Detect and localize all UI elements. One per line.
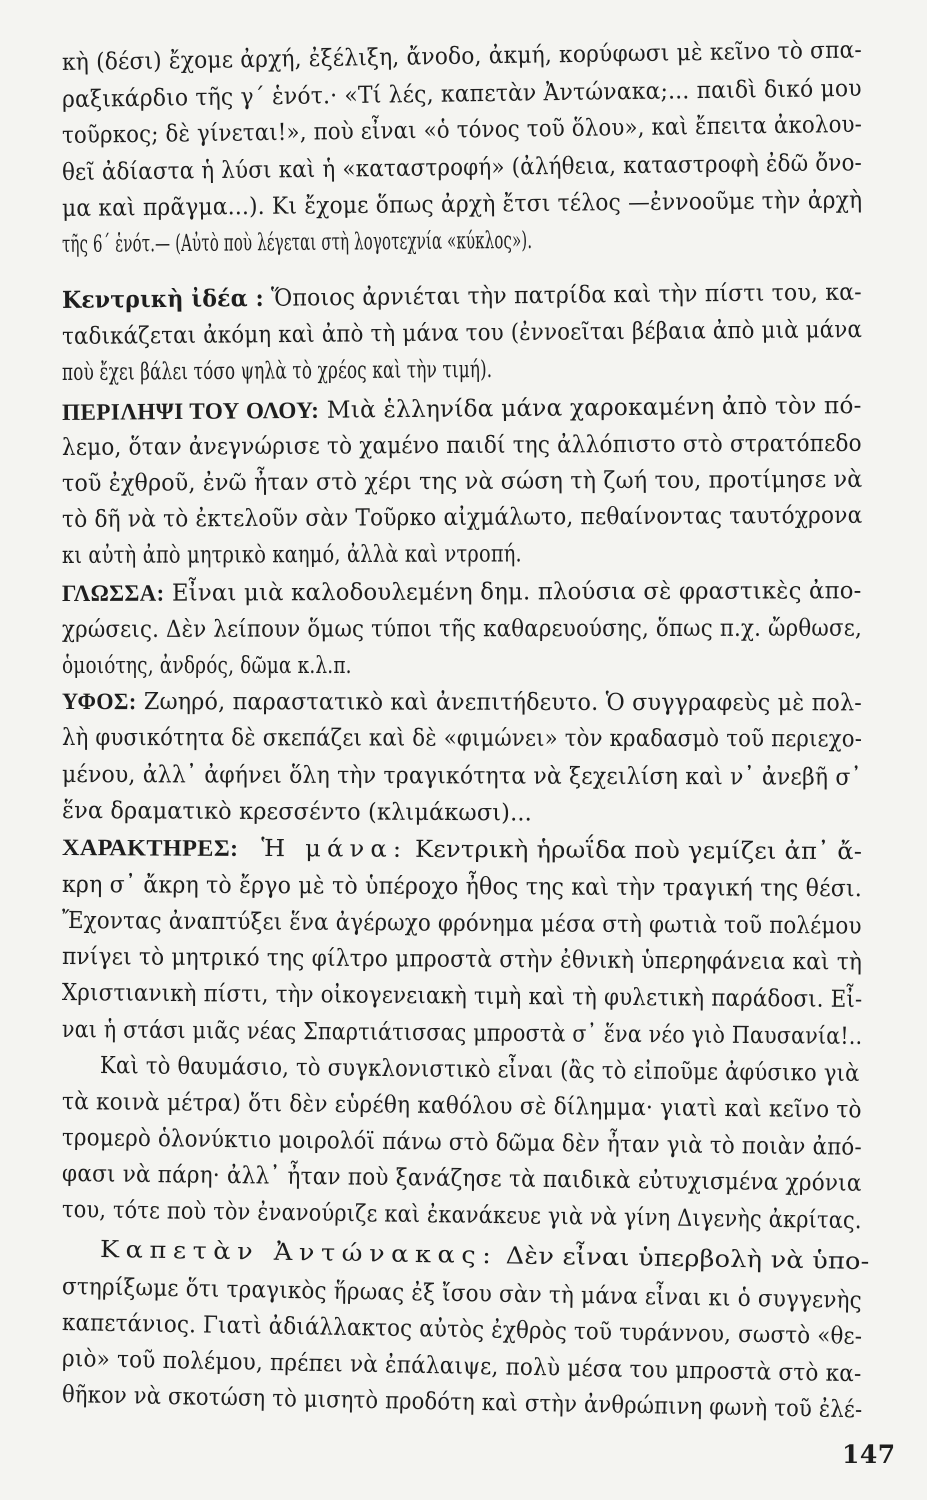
text-line	[62, 869, 862, 903]
line-text: φασι νὰ πάρη· ἀλλ᾽ ἦταν ποὺ ξανάζησε τὰ παιδικὰ εὐτυχισμένα χρόνια	[61, 1159, 862, 1197]
line-text: Δὲν εἶναι ὑπερβολὴ νὰ ὑπο-	[497, 1241, 870, 1276]
text-line	[62, 464, 863, 498]
line-text: Ζωηρό, παραστατικὸ καὶ ἀνεπιτήδευτο. Ὁ συγγραφεὺς μὲ πολ-	[136, 687, 863, 717]
section-heading: Κεντρικὴ ἰδέα :	[61, 283, 264, 314]
line-text: ραξικάρδιο τῆς γ΄ ἑνότ.· «Τί λές, καπετὰν Ἀντώνακα;... παιδὶ δικό μου	[61, 73, 862, 113]
text-line	[100, 1234, 870, 1276]
line-text: ἕνα δραματικὸ κρεσσέντο (κλιμάκωσι)...	[61, 796, 533, 827]
text-line	[62, 147, 862, 187]
line-text: Χριστιανικὴ πίστι, τὴν οἰκογενειακὴ τιμὴ καὶ τὴ φυλετικὴ παράδοσι. Εἶ-	[61, 978, 863, 1013]
text-line	[62, 575, 862, 609]
text-line	[62, 428, 862, 462]
text-line	[62, 538, 522, 570]
text-line	[62, 1086, 862, 1124]
line-text: Κεντρικὴ ἡρωΐδα ποὺ γεμίζει ἀπ᾽ ἄ-	[407, 834, 863, 866]
line-text: θεῖ ἀδίαστα ἡ λύσι καὶ ἡ «καταστροφή» (ἀλήθεια, καταστροφὴ ἐδῶ ὄνο-	[61, 148, 863, 186]
text-line	[62, 1194, 862, 1235]
text-line	[62, 832, 862, 867]
line-text: τρομερὸ ὁλονύκτιο μοιρολόϊ πάνω στὸ δῶμα δὲν ἦταν γιὰ τὸ ποιὰν ἀπό-	[61, 1123, 863, 1161]
line-text: Καὶ τὸ θαυμάσιο, τὸ συγκλονιστικὸ εἶναι (ἂς τὸ εἰποῦμε ἀφύσικο γιὰ	[99, 1051, 860, 1087]
section-heading: ΥΦΟΣ:	[61, 689, 137, 716]
text-line	[62, 613, 862, 644]
section-heading: ΓΛΩΣΣΑ:	[61, 580, 165, 607]
line-text: μα καὶ πρᾶγμα...). Κι ἔχομε ὅπως ἀρχὴ ἔτσι τέλος —ἐννοοῦμε τὴν ἀρχὴ	[61, 185, 863, 222]
line-text: ταδικάζεται ἀκόμη καὶ ἀπὸ τὴ μάνα του (ἐννοεῖται βέβαια ἀπὸ μιὰ μάνα	[61, 315, 863, 350]
text-line	[100, 1050, 860, 1088]
text-line	[62, 390, 862, 428]
text-line	[62, 686, 862, 718]
text-line	[62, 314, 862, 351]
line-text: λὴ φυσικότητα δὲ σκεπάζει καὶ δὲ «φιμώνει» τὸν κραδασμὸ τοῦ περιεχο-	[61, 723, 863, 753]
line-text: τοῦ ἐχθροῦ, ἐνῶ ἦταν στὸ χέρι της νὰ σώση τὴ ζωή του, προτίμησε νὰ	[61, 464, 863, 497]
line-text: λεμο, ὅταν ἀνεγνώρισε τὸ χαμένο παιδί της ἀλλόπιστο στὸ στρατόπεδο	[61, 428, 862, 461]
line-text: Μιὰ ἑλληνίδα μάνα χαροκαμένη ἀπὸ τὸν πό-	[319, 391, 862, 424]
section-heading: ΠΕΡΙΛΗΨΙ ΤΟΥ ΟΛΟΥ:	[61, 397, 320, 426]
text-line	[62, 225, 532, 259]
text-line	[62, 277, 862, 315]
character-name: Ἡ μάνα:	[261, 834, 408, 863]
text-line	[62, 650, 352, 680]
line-text: ριὸ» τοῦ πολέμου, πρέπει νὰ ἐπάλαιψε, πολὺ μέσα του μπροστὰ στὸ κα-	[61, 1344, 862, 1388]
line-text: πνίγει τὸ μητρικό της φίλτρο μπροστὰ στὴν ἐθνικὴ ὑπερηφάνεια καὶ τὴ	[61, 942, 863, 976]
line-text: κι αὐτὴ ἀπὸ μητρικὸ καημό, ἀλλὰ καὶ ντροπή.	[61, 539, 522, 569]
line-text: Ἔχοντας ἀναπτύξει ἕνα ἀγέρωχο φρόνημα μέσα στὴ φωτιὰ τοῦ πολέμου	[61, 906, 862, 940]
text-line	[62, 905, 862, 941]
line-text: τοῦρκος; δὲ γίνεται!», ποὺ εἶναι «ὁ τόνος τοῦ ὅλου», καὶ ἔπειτα ἀκολου-	[61, 109, 863, 149]
text-line	[62, 34, 862, 77]
line-text: ποὺ ἔχει βάλει τόσο ψηλὰ τὸ χρέος καὶ τὴν τιμή).	[61, 354, 493, 386]
line-text: τῆς 6΄ ἑνότ.— (Αὐτὸ ποὺ λέγεται στὴ λογοτεχνία «κύκλος»).	[61, 225, 533, 258]
text-line	[62, 941, 862, 977]
text-line	[62, 759, 862, 792]
line-text: καπετάνιος. Γιατὶ ἀδιάλλακτος αὐτὸς ἐχθρὸς τοῦ τυράννου, σωστὸ «θε-	[61, 1308, 863, 1350]
character-name: Καπετὰν Ἀντώνακας:	[99, 1235, 498, 1270]
line-text: μένου, ἀλλ᾽ ἀφήνει ὅλη τὴν τραγικότητα νὰ ξεχειλίση καὶ ν᾽ ἀνεβῆ σ᾽	[61, 760, 862, 791]
line-text: τὰ κοινὰ μέτρα) ὅτι δὲν εὑρέθη καθόλου σὲ δίλημμα· γιατὶ καὶ κεῖνο τὸ	[61, 1087, 862, 1124]
line-text: Ὅποιος ἀρνιέται τὴν πατρίδα καὶ τὴν πίστι του, κα-	[263, 277, 862, 312]
line-text: ναι ἡ στάσι μιᾶς νέας Σπαρτιάτισσας μπροστὰ σ᾽ ἕνα νέο γιὸ Παυσανία!..	[61, 1015, 863, 1050]
line-text: τὸ δῆ νὰ τὸ ἐκτελοῦν σὰν Τοῦρκο αἰχμάλωτο, πεθαίνοντας ταυτόχρονα	[61, 500, 863, 533]
line-text: κὴ (δέσι) ἔχομε ἀρχή, ἐξέλιξη, ἄνοδο, ἀκμή, κορύφωσι μὲ κεῖνο τὸ σπα-	[61, 35, 863, 76]
text-line	[62, 1158, 862, 1198]
text-line	[62, 1122, 862, 1162]
text-line	[62, 73, 862, 114]
text-line	[62, 722, 862, 753]
page-number: 147	[842, 1440, 896, 1469]
text-line	[62, 185, 863, 223]
line-text: θῆκον νὰ σκοτώση τὸ μισητὸ προδότη καὶ στὴν ἀνθρώπινη φωνὴ τοῦ ἐλέ-	[61, 1380, 863, 1424]
section-heading: ΧΑΡΑΚΤΗΡΕΣ:	[61, 835, 239, 862]
text-line	[62, 795, 532, 827]
line-text: του, τότε ποὺ τὸν ἐνανούριζε καὶ ἐκανάκευε γιὰ νὰ γίνη Διγενὴς ἀκρίτας.	[61, 1195, 862, 1235]
line-text: στηρίξωμε ὅτι τραγικὸς ἥρωας ἐξ ἴσου σὰν τὴ μάνα εἶναι κι ὁ συγγενὴς	[61, 1272, 863, 1314]
text-line	[62, 109, 862, 150]
line-text: κρη σ᾽ ἄκρη τὸ ἔργο μὲ τὸ ὑπέροχο ἦθος της καὶ τὴν τραγική της θέσι.	[61, 870, 863, 903]
line-text: ὁμοιότης, ἀνδρός, δῶμα κ.λ.π.	[62, 651, 352, 679]
text-line	[62, 977, 863, 1014]
text-line	[62, 354, 492, 387]
line-text: Εἶναι μιὰ καλοδουλεμένη δημ. πλούσια σὲ φραστικὲς ἀπο-	[164, 576, 862, 607]
text-line	[62, 1014, 863, 1051]
text-line	[62, 500, 862, 534]
line-text: χρώσεις. Δὲν λείπουν ὅμως τύποι τῆς καθαρευούσης, ὅπως π.χ. ὤρθωσε,	[61, 613, 862, 643]
